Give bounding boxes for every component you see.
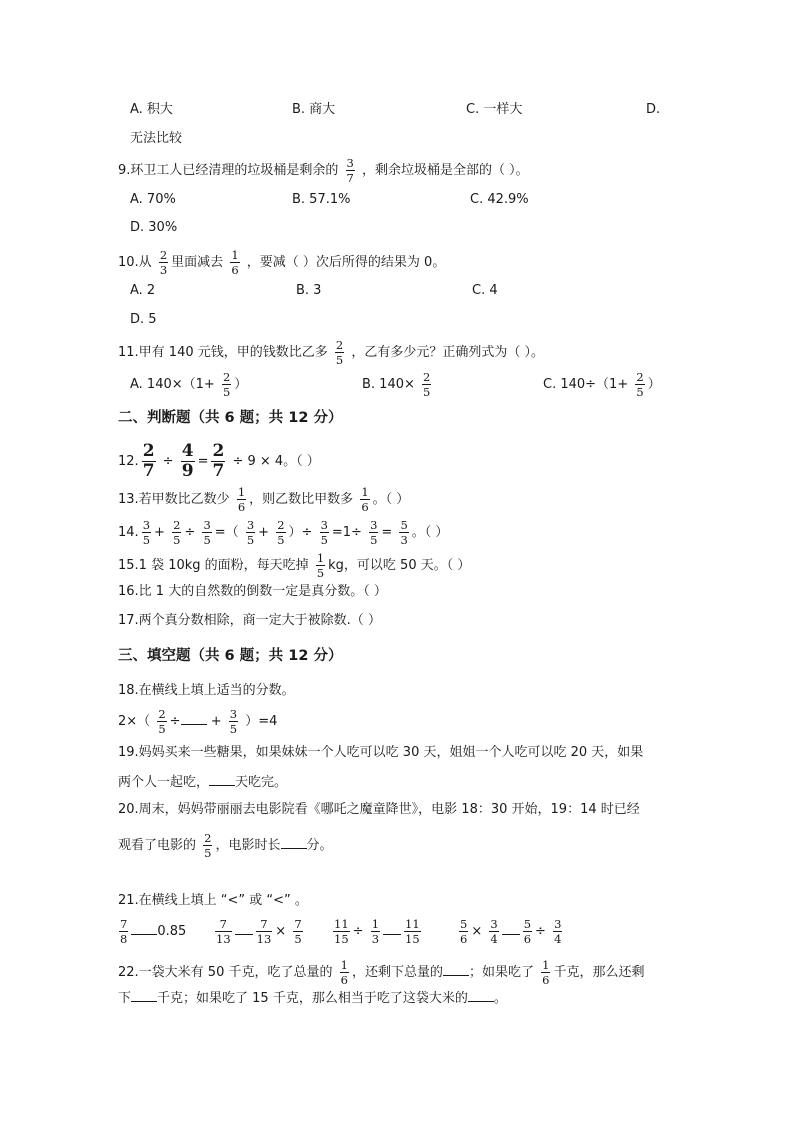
frac-den: 5 xyxy=(246,533,255,547)
frac-den: 4 xyxy=(554,932,562,946)
fraction-11-15 xyxy=(404,918,421,945)
q13-text-mid: ，则乙数比甲数多 xyxy=(249,492,354,507)
question-14 xyxy=(118,519,448,546)
q21-comparison-2 xyxy=(212,918,306,945)
fraction-2-5 xyxy=(157,708,166,735)
operator: × xyxy=(275,924,287,939)
frac-num: 7 xyxy=(294,917,302,931)
question-10 xyxy=(118,249,445,276)
q10-option-b: B. 3 xyxy=(296,283,322,298)
operator: + xyxy=(210,714,222,729)
q21-comparison-4 xyxy=(456,918,565,945)
q22-text-mid2: ；如果吃了 xyxy=(468,965,534,980)
option-text: A. 140×（1+ xyxy=(130,377,215,392)
q10-option-d: D. 5 xyxy=(130,312,157,327)
q10-fraction-2 xyxy=(230,249,239,276)
q15-text-end: kg，可以吃 50 天。（ ） xyxy=(328,558,471,573)
q13-fraction-1 xyxy=(237,486,246,513)
q10-option-c: C. 4 xyxy=(472,283,498,298)
q20-fraction xyxy=(203,832,212,859)
frac-den: 13 xyxy=(256,932,272,946)
frac-den: 5 xyxy=(636,385,644,399)
fraction-7-8 xyxy=(119,918,128,945)
frac-num: 5 xyxy=(400,518,408,532)
q20-text: 观看了电影的 xyxy=(118,838,197,853)
frac-num: 2 xyxy=(142,441,155,461)
frac-num: 3 xyxy=(490,917,498,931)
option-text: B. 140× xyxy=(362,377,415,392)
frac-num: 3 xyxy=(142,518,151,532)
q12-text-end: ÷ 9 × 4。（ ） xyxy=(232,454,320,469)
fraction-1-3 xyxy=(371,918,380,945)
frac-num: 3 xyxy=(370,518,378,532)
question-16: 16.比 1 大的自然数的倒数一定是真分数。（ ） xyxy=(118,584,387,599)
fraction-3-5 xyxy=(369,519,378,546)
question-20-line-2 xyxy=(118,832,333,859)
q9-option-c: C. 42.9% xyxy=(470,192,529,207)
frac-num: 1 xyxy=(371,917,380,931)
operator: + xyxy=(154,525,165,540)
frac-num: 2 xyxy=(423,370,431,384)
frac-num: 7 xyxy=(219,917,227,931)
frac-num: 3 xyxy=(346,156,354,170)
operator: ÷ xyxy=(184,525,196,540)
answer-blank[interactable] xyxy=(235,922,253,935)
frac-den: 5 xyxy=(294,932,302,946)
q13-text-end: 。（ ） xyxy=(372,492,410,507)
frac-num: 2 xyxy=(173,518,181,532)
fraction-3-5 xyxy=(320,519,329,546)
q8-option-b: B. 商大 xyxy=(292,102,336,117)
frac-den: 5 xyxy=(222,385,231,399)
fraction-5-6 xyxy=(523,918,532,945)
fraction-5-6 xyxy=(459,918,468,945)
question-21: 21.在横线上填上 “<” 或 “<” 。 xyxy=(118,893,308,908)
q22-text-mid: ，还剩下总量的 xyxy=(351,965,443,980)
q9-option-a: A. 70% xyxy=(130,192,176,207)
expr-text-end: ）=4 xyxy=(245,714,278,729)
fraction-2-5 xyxy=(276,519,285,546)
frac-num: 4 xyxy=(181,441,194,461)
q19-text-end: 天吃完。 xyxy=(235,775,288,790)
q9-option-d: D. 30% xyxy=(130,220,178,235)
frac-num: 2 xyxy=(636,370,644,384)
fraction-5-3 xyxy=(399,519,408,546)
q10-option-a: A. 2 xyxy=(130,283,156,298)
q21-comparison-1 xyxy=(116,918,186,945)
fraction-1-6 xyxy=(541,959,550,986)
q21-comparison-3 xyxy=(330,918,424,945)
q8-option-d: D. xyxy=(646,102,661,117)
frac-den: 7 xyxy=(212,461,225,481)
q20-text-end: 分。 xyxy=(306,838,333,853)
answer-blank[interactable] xyxy=(131,922,157,935)
question-15 xyxy=(118,552,470,579)
frac-den: 6 xyxy=(237,500,246,514)
frac-den: 6 xyxy=(460,932,468,946)
q19-text: 两个人一起吃， xyxy=(118,775,210,790)
question-18-expression xyxy=(118,708,277,735)
frac-den: 13 xyxy=(216,932,231,946)
frac-num: 2 xyxy=(212,441,225,461)
frac-num: 11 xyxy=(334,917,349,931)
q22-text: 下 xyxy=(118,991,132,1006)
frac-den: 3 xyxy=(371,932,380,946)
frac-den: 5 xyxy=(316,566,325,580)
frac-num: 7 xyxy=(260,917,268,931)
answer-blank[interactable] xyxy=(443,963,469,976)
operator: ÷ xyxy=(352,924,364,939)
question-19-line-2 xyxy=(118,773,287,792)
fraction-3-5 xyxy=(202,519,211,546)
frac-num: 1 xyxy=(340,958,348,972)
q12-equals: = xyxy=(197,454,209,469)
q22-text-end: 千克，那么还剩 xyxy=(553,965,645,980)
frac-den: 7 xyxy=(142,461,155,481)
frac-den: 6 xyxy=(340,973,348,987)
answer-blank[interactable] xyxy=(502,922,520,935)
q9-text: 9.环卫工人已经清理的垃圾桶是剩余的 xyxy=(118,163,339,178)
q8-option-c: C. 一样大 xyxy=(466,102,523,117)
frac-den: 5 xyxy=(423,385,431,399)
fraction-3-5 xyxy=(229,708,238,735)
question-22-line-1 xyxy=(118,959,644,986)
q8-option-d-text: 无法比较 xyxy=(130,131,183,146)
operator: + xyxy=(258,525,270,540)
answer-blank[interactable] xyxy=(468,989,494,1002)
q11-text-end: ，乙有多少元？正确列式为（ ）。 xyxy=(351,345,545,360)
q22-text-mid: 千克；如果吃了 15 千克，那么相当于吃了这袋大米的 xyxy=(157,991,468,1006)
q11-option-b xyxy=(362,371,434,398)
fraction-3-5 xyxy=(246,519,255,546)
fraction-7-13 xyxy=(256,918,273,945)
fraction-3-4 xyxy=(489,918,498,945)
q12-fraction-1 xyxy=(142,443,156,480)
frac-num: 1 xyxy=(542,958,550,972)
option-text-end: ） xyxy=(647,377,661,392)
operator: = xyxy=(381,525,393,540)
frac-num: 2 xyxy=(222,370,231,384)
expr-text: 2×（ xyxy=(118,714,151,729)
operator: =（ xyxy=(214,525,239,540)
question-11 xyxy=(118,339,544,366)
q22-text-end: 。 xyxy=(493,991,507,1006)
question-17: 17.两个真分数相除，商一定大于被除数.（ ） xyxy=(118,613,381,628)
frac-den: 5 xyxy=(158,722,166,736)
frac-den: 5 xyxy=(370,533,378,547)
frac-den: 5 xyxy=(173,533,181,547)
question-13 xyxy=(118,486,409,513)
frac-den: 8 xyxy=(120,932,128,946)
answer-blank[interactable] xyxy=(383,922,401,935)
frac-num: 2 xyxy=(158,707,166,721)
frac-num: 2 xyxy=(277,518,285,532)
q9-text-end: ，剩余垃圾桶是全部的（ ）。 xyxy=(362,163,529,178)
frac-num: 3 xyxy=(229,707,238,721)
q9-fraction xyxy=(346,157,355,184)
section-2-heading: 二、判断题（共 6 题；共 12 分） xyxy=(118,410,343,426)
q11-option-c xyxy=(543,371,661,398)
operator: × xyxy=(471,924,483,939)
answer-blank[interactable] xyxy=(209,773,235,786)
frac-num: 1 xyxy=(237,485,246,499)
frac-den: 6 xyxy=(542,973,550,987)
frac-den: 3 xyxy=(159,263,168,277)
fraction-3-5 xyxy=(142,519,151,546)
q11-text: 11.甲有 140 元钱，甲的钱数比乙多 xyxy=(118,345,328,360)
frac-den: 6 xyxy=(361,500,369,514)
q12-fraction-3 xyxy=(211,443,225,480)
frac-den: 3 xyxy=(400,533,408,547)
option-text-end: ） xyxy=(234,377,248,392)
fraction-7-13 xyxy=(215,918,232,945)
frac-den: 5 xyxy=(203,533,211,547)
q11-option-a xyxy=(130,371,247,398)
frac-den: 5 xyxy=(229,722,238,736)
frac-den: 6 xyxy=(523,932,532,946)
frac-num: 3 xyxy=(203,518,211,532)
frac-den: 15 xyxy=(405,932,420,946)
q15-text: 15.1 袋 10kg 的面粉，每天吃掉 xyxy=(118,558,309,573)
option-fraction xyxy=(222,371,231,398)
q12-fraction-2 xyxy=(181,443,195,480)
fraction-1-6 xyxy=(340,959,349,986)
frac-num: 3 xyxy=(554,917,562,931)
fraction-11-15 xyxy=(333,918,350,945)
q10-text: 10.从 xyxy=(118,255,152,270)
section-3-heading: 三、填空题（共 6 题；共 12 分） xyxy=(118,648,343,664)
frac-den: 5 xyxy=(277,533,285,547)
q10-text-end: ，要减（ ）次后所得的结果为 0。 xyxy=(246,255,446,270)
question-12 xyxy=(118,443,320,480)
frac-den: 15 xyxy=(334,932,349,946)
q10-fraction-1 xyxy=(159,249,168,276)
q11-fraction xyxy=(335,339,344,366)
frac-den: 5 xyxy=(335,353,344,367)
option-fraction xyxy=(635,371,644,398)
frac-num: 5 xyxy=(460,917,468,931)
q12-operator: ÷ xyxy=(162,454,174,469)
q14-number: 14. xyxy=(118,525,139,540)
question-9 xyxy=(118,157,529,184)
frac-den: 5 xyxy=(142,533,151,547)
q14-text-end: 。（ ） xyxy=(411,525,449,540)
option-fraction xyxy=(422,371,431,398)
frac-den: 9 xyxy=(181,461,194,481)
frac-num: 3 xyxy=(246,518,255,532)
q9-option-b: B. 57.1% xyxy=(292,192,351,207)
frac-num: 1 xyxy=(231,248,239,262)
fraction-7-5 xyxy=(293,918,302,945)
frac-den: 5 xyxy=(320,533,328,547)
q20-text-mid: ，电影时长 xyxy=(215,838,281,853)
frac-num: 1 xyxy=(361,485,369,499)
question-18: 18.在横线上填上适当的分数。 xyxy=(118,683,295,698)
operator: ÷ xyxy=(535,924,546,939)
frac-num: 2 xyxy=(335,338,344,352)
answer-blank[interactable] xyxy=(281,836,307,849)
frac-num: 3 xyxy=(320,518,328,532)
value: 0.85 xyxy=(157,924,187,939)
q15-fraction xyxy=(316,552,325,579)
frac-den: 6 xyxy=(231,263,239,277)
q13-fraction-2 xyxy=(360,486,369,513)
frac-den: 5 xyxy=(204,846,212,860)
fraction-3-4 xyxy=(553,918,562,945)
frac-num: 2 xyxy=(159,248,168,262)
answer-blank[interactable] xyxy=(131,989,157,1002)
frac-num: 7 xyxy=(120,917,128,931)
q12-number: 12. xyxy=(118,454,139,469)
q10-text-mid: 里面减去 xyxy=(171,255,224,270)
frac-num: 2 xyxy=(204,831,212,845)
frac-num: 5 xyxy=(523,917,532,931)
q22-text: 22.一袋大米有 50 千克，吃了总量的 xyxy=(118,965,333,980)
operator: ÷ xyxy=(169,714,181,729)
operator: =1÷ xyxy=(331,525,362,540)
option-text: C. 140÷（1+ xyxy=(543,377,629,392)
question-19-line-1: 19.妈妈买来一些糖果，如果妹妹一个人吃可以吃 30 天，姐姐一个人吃可以吃 20 天，如果 xyxy=(118,745,644,760)
answer-blank[interactable] xyxy=(181,712,207,725)
frac-den: 7 xyxy=(346,171,354,185)
fraction-2-5 xyxy=(172,519,181,546)
q13-text: 13.若甲数比乙数少 xyxy=(118,492,230,507)
q8-option-a: A. 积大 xyxy=(130,102,173,117)
frac-den: 4 xyxy=(490,932,498,946)
frac-num: 11 xyxy=(405,917,420,931)
operator: ）÷ xyxy=(288,525,313,540)
question-22-line-2 xyxy=(118,989,507,1008)
question-20-line-1: 20.周末，妈妈带丽丽去电影院看《哪吒之魔童降世》，电影 18：30 开始，19：14 时已经 xyxy=(118,802,640,817)
frac-num: 1 xyxy=(316,551,325,565)
